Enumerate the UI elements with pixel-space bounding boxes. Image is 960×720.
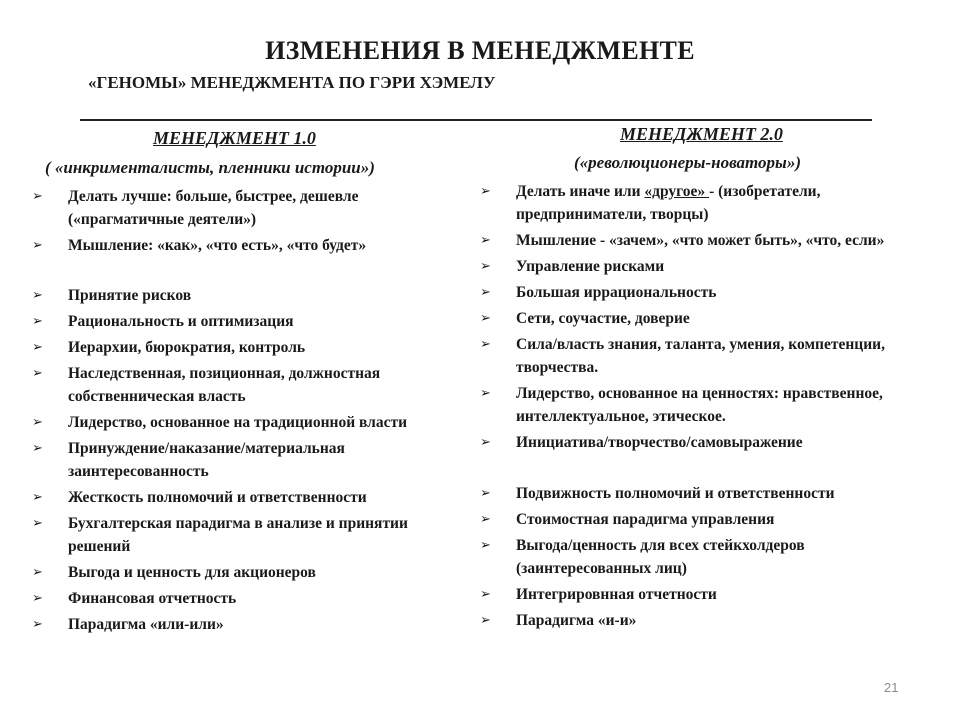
- arrow-bullet-icon: ➢: [32, 189, 43, 204]
- list-item: ➢ Финансовая отчетность: [30, 587, 460, 610]
- arrow-bullet-icon: ➢: [32, 340, 43, 355]
- arrow-bullet-icon: ➢: [480, 587, 491, 602]
- arrow-bullet-icon: ➢: [32, 591, 43, 606]
- arrow-bullet-icon: ➢: [32, 415, 43, 430]
- column-heading: МЕНЕДЖМЕНТ 1.0: [153, 128, 316, 148]
- column-subheading: ( «инкрименталисты, пленники истории»): [45, 158, 375, 177]
- list-item: ➢ Жесткость полномочий и ответственности: [30, 486, 460, 509]
- arrow-bullet-icon: ➢: [32, 617, 43, 632]
- arrow-bullet-icon: ➢: [32, 314, 43, 329]
- list-item: ➢ Наследственная, позиционная, должностная собственническая власть: [30, 362, 460, 408]
- list-item: ➢ Большая иррациональность: [478, 281, 918, 304]
- list-item: ➢ Подвижность полномочий и ответственности: [478, 482, 918, 505]
- list-item: ➢ Инициатива/творчество/самовыражение: [478, 431, 918, 454]
- list-item: ➢ Парадигма «или-или»: [30, 613, 460, 636]
- list-item: ➢ Принуждение/наказание/материальная заинтересованность: [30, 437, 460, 483]
- arrow-bullet-icon: ➢: [32, 565, 43, 580]
- list-item: ➢ Сила/власть знания, таланта, умения, компетенции, творчества.: [478, 333, 918, 379]
- divider-rule: [80, 119, 872, 121]
- arrow-bullet-icon: ➢: [480, 486, 491, 501]
- arrow-bullet-icon: ➢: [480, 613, 491, 628]
- list-item: ➢ Бухгалтерская парадигма в анализе и принятии решений: [30, 512, 460, 558]
- list-item: ➢ Делать лучше: больше, быстрее, дешевле («прагматичные деятели»): [30, 185, 460, 231]
- list-item: ➢ Иерархии, бюрократия, контроль: [30, 336, 460, 359]
- arrow-bullet-icon: ➢: [32, 238, 43, 253]
- slide-subtitle: «ГЕНОМЫ» МЕНЕДЖМЕНТА ПО ГЭРИ ХЭМЕЛУ: [88, 73, 496, 92]
- arrow-bullet-icon: ➢: [480, 435, 491, 450]
- list-item: ➢ Мышление: «как», «что есть», «что будет»: [30, 234, 460, 257]
- arrow-bullet-icon: ➢: [32, 441, 43, 456]
- list-item: ➢ Стоимостная парадигма управления: [478, 508, 918, 531]
- arrow-bullet-icon: ➢: [32, 366, 43, 381]
- list-item: ➢ Лидерство, основанное на ценностях: нравственное, интеллектуальное, этическое.: [478, 382, 918, 428]
- list-item: ➢ Сети, соучастие, доверие: [478, 307, 918, 330]
- column-heading: МЕНЕДЖМЕНТ 2.0: [620, 124, 783, 144]
- list-item: ➢ Лидерство, основанное на традиционной власти: [30, 411, 460, 434]
- arrow-bullet-icon: ➢: [480, 259, 491, 274]
- arrow-bullet-icon: ➢: [32, 288, 43, 303]
- arrow-bullet-icon: ➢: [32, 490, 43, 505]
- arrow-bullet-icon: ➢: [480, 285, 491, 300]
- arrow-bullet-icon: ➢: [480, 311, 491, 326]
- page-number: 21: [884, 680, 899, 695]
- list-item: ➢ Мышление - «зачем», «что может быть», «что, если»: [478, 229, 918, 252]
- arrow-bullet-icon: ➢: [480, 233, 491, 248]
- list-item: ➢ Выгода/ценность для всех стейкхолдеров (заинтересованных лиц): [478, 534, 918, 580]
- arrow-bullet-icon: ➢: [480, 386, 491, 401]
- list-item: ➢ Парадигма «и-и»: [478, 609, 918, 632]
- list-item: ➢ Делать иначе или «другое» - (изобретатели, предприниматели, творцы): [478, 180, 918, 226]
- item-list: [30, 185, 460, 636]
- arrow-bullet-icon: ➢: [32, 516, 43, 531]
- arrow-bullet-icon: ➢: [480, 184, 491, 199]
- list-item: ➢ Выгода и ценность для акционеров: [30, 561, 460, 584]
- list-item: ➢ Принятие рисков: [30, 284, 460, 307]
- slide-title: ИЗМЕНЕНИЯ В МЕНЕДЖМЕНТЕ: [265, 36, 695, 65]
- list-item: ➢ Интегрировнная отчетности: [478, 583, 918, 606]
- list-item: ➢ Рациональность и оптимизация: [30, 310, 460, 333]
- list-item: ➢ Управление рисками: [478, 255, 918, 278]
- item-list: [478, 180, 918, 632]
- arrow-bullet-icon: ➢: [480, 337, 491, 352]
- arrow-bullet-icon: ➢: [480, 538, 491, 553]
- arrow-bullet-icon: ➢: [480, 512, 491, 527]
- column-subheading: («революционеры-новаторы»): [574, 153, 802, 172]
